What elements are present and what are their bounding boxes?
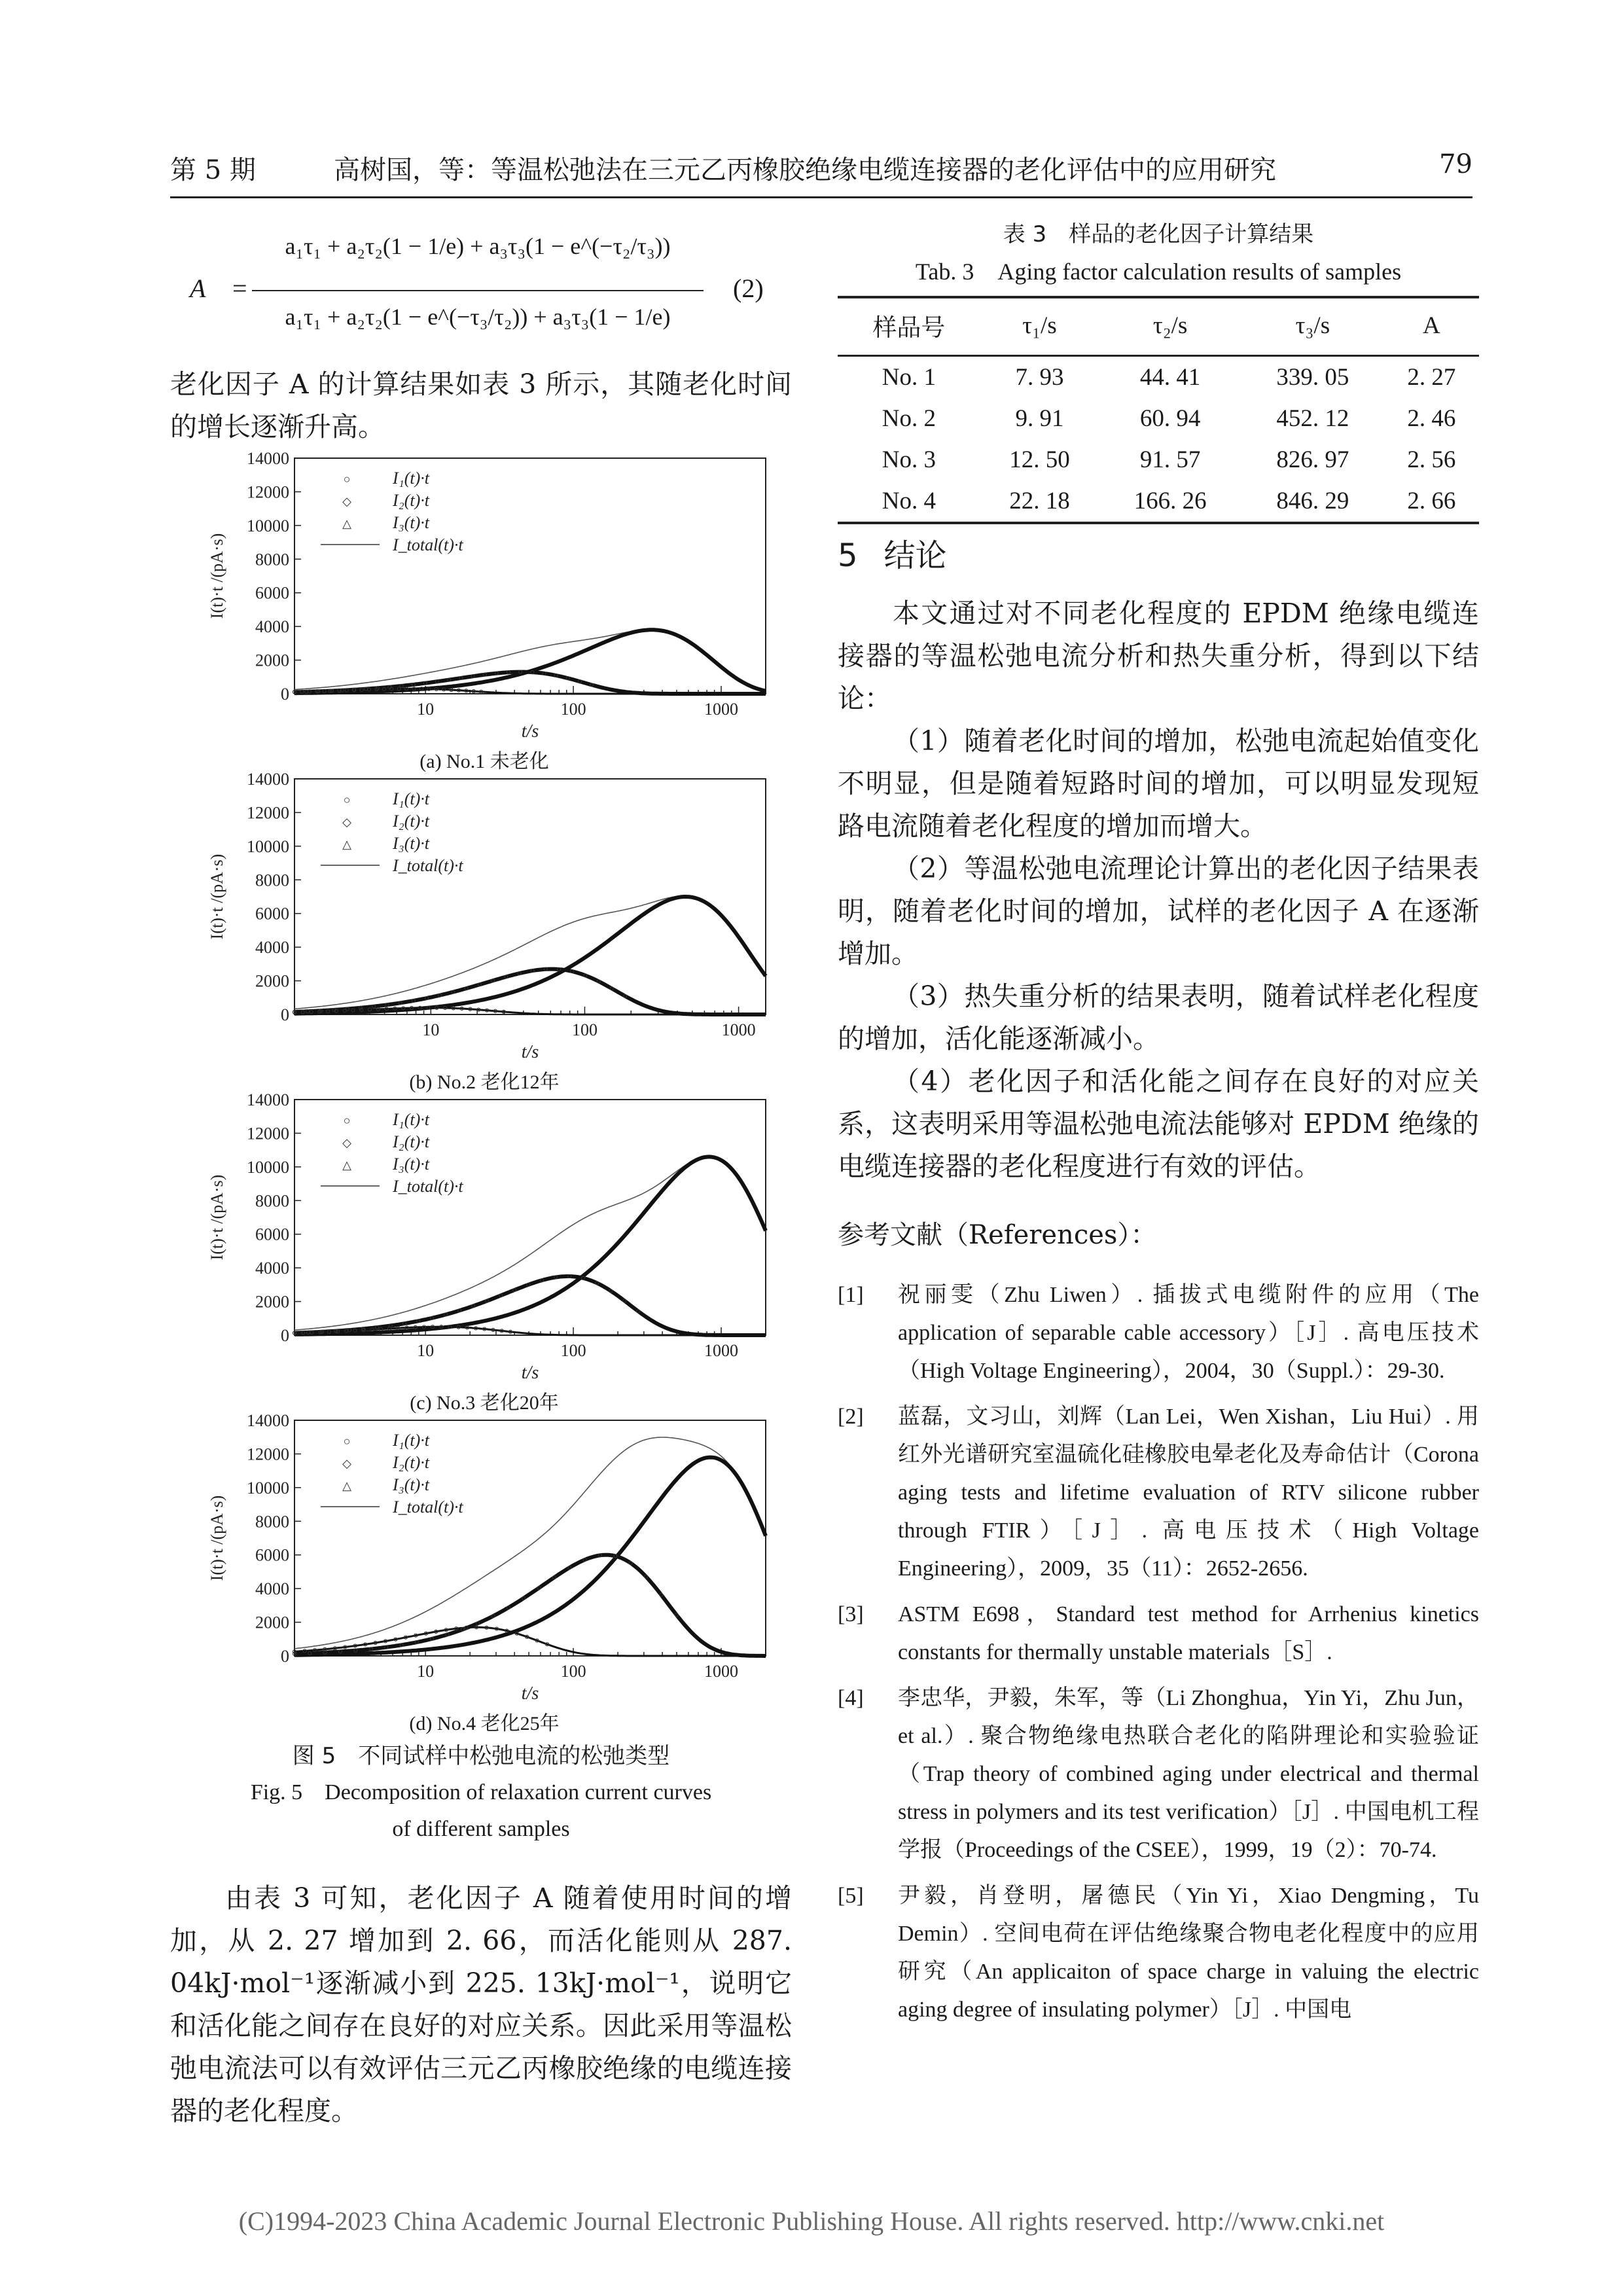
legend-label: I_total(t)·t [393, 1177, 463, 1196]
legend-label: I₂(t)·t [393, 1132, 429, 1151]
table-header-cell: 样品号 [838, 297, 980, 356]
table-cell: No. 4 [838, 480, 980, 523]
x-tick-label: 10 [422, 1020, 440, 1039]
y-tick-label: 2000 [255, 651, 289, 670]
y-tick-label: 8000 [255, 1191, 289, 1211]
x-tick-label: 10 [417, 1341, 435, 1360]
table-row [838, 356, 1479, 399]
table-cell: 7. 93 [1015, 364, 1064, 391]
legend-label: I₁(t)·t [393, 789, 429, 808]
legend-label: I_total(t)·t [393, 1498, 463, 1516]
legend-label: I₁(t)·t [393, 469, 429, 488]
y-tick-label: 8000 [255, 870, 289, 890]
conclusion-paragraph: （4）老化因子和活化能之间存在良好的对应关系，这表明采用等温松弛电流法能够对 EPDM 绝缘的电缆连接器的老化程度进行有效的评估。 [838, 1066, 1479, 1182]
reference-item: [1] 祝丽雯（Zhu Liwen）. 插拔式电缆附件的应用（The application of separable cable accessory）［J］. 高电压技术（High Voltage Engineering），2004，30（Suppl.）：29-30. [838, 1283, 1479, 1383]
table-3-title-en: Tab. 3 Aging factor calculation results of samples [915, 259, 1402, 285]
left-paragraph-bottom: 由表 3 可知，老化因子 A 随着使用时间的增加，从 2. 27 增加到 2. 66，而活化能则从 287. 04kJ·mol⁻¹逐渐减小到 225. 13kJ·mol⁻¹，说明它和活化能之间存在良好的对应关系。因此采用等温松弛电流法可以有效评估三元乙丙橡胶绝缘的电缆连接器的老化程度。 [170, 1882, 792, 2126]
y-tick-label: 2000 [255, 1613, 289, 1632]
equation-numerator: a₁τ₁ + a₂τ₂(1 − 1/e) + a₃τ₃(1 − e^(−τ₂/τ₃)) [285, 233, 671, 259]
left-paragraph-top: 老化因子 A 的计算结果如表 3 所示，其随老化时间的增长逐渐升高。 [170, 368, 792, 442]
chart-d-caption: (d) No.4 老化25年 [409, 1713, 560, 1734]
x-axis-label: t/s [521, 1363, 539, 1381]
component-curve [294, 969, 766, 1014]
table-row [838, 439, 1479, 480]
table-cell: 44. 41 [1139, 364, 1201, 391]
total-curve [294, 1157, 766, 1330]
y-tick-label: 6000 [255, 583, 289, 603]
table-cell: 339. 05 [1276, 364, 1349, 391]
y-tick-label: 6000 [255, 904, 289, 924]
legend-marker: ◇ [342, 1136, 351, 1149]
chart-d-svg [196, 1414, 772, 1702]
x-tick-label: 100 [560, 1662, 586, 1681]
legend-label: I₂(t)·t [393, 812, 429, 831]
x-tick-label: 1000 [704, 1341, 738, 1360]
component-curve [294, 1157, 766, 1334]
table-3-block [838, 216, 1479, 524]
figure-caption-en-1: Fig. 5 Decomposition of relaxation current curves [250, 1780, 712, 1804]
chart-b [196, 772, 772, 1093]
chart-c [196, 1093, 772, 1414]
y-tick-label: 14000 [247, 772, 289, 789]
table-cell: 166. 26 [1099, 480, 1241, 523]
table-cell: No. 3 [882, 446, 936, 473]
x-tick-label: 100 [571, 1020, 597, 1039]
y-tick-label: 2000 [255, 1292, 289, 1312]
table-row [838, 480, 1479, 523]
equation-2 [170, 219, 792, 357]
figure-caption-zh: 图 5 不同试样中松弛电流的松弛类型 [292, 1743, 670, 1769]
figure-5 [196, 452, 772, 1734]
chart-b-svg [196, 772, 772, 1060]
y-tick-label: 8000 [255, 1512, 289, 1532]
chart-b-caption: (b) No.2 老化12年 [409, 1071, 560, 1093]
y-tick-label: 10000 [247, 1157, 289, 1177]
legend-label: I₁(t)·t [393, 1431, 429, 1450]
total-curve [294, 1437, 766, 1649]
component-curve [294, 1458, 766, 1655]
y-axis-label: I(t)·t /(pA·s) [207, 533, 226, 619]
y-axis-label: I(t)·t /(pA·s) [207, 1174, 226, 1261]
chart-a-caption: (a) No.1 未老化 [419, 751, 549, 772]
section-number: 5 [838, 537, 858, 574]
x-axis-label: t/s [521, 1683, 539, 1702]
equation-denominator: a₁τ₁ + a₂τ₂(1 − e^(−τ₃/τ₂)) + a₃τ₃(1 − 1/e) [285, 304, 671, 330]
y-tick-label: 12000 [247, 1124, 289, 1143]
reference-item: [4] 李忠华，尹毅，朱军，等（Li Zhonghua，Yin Yi，Zhu Jun，et al.）. 聚合物绝缘电热联合老化的陷阱理论和实验验证（Trap theory of combined aging under electrical and thermal stress in polymers and its test verification）［J］. 中国电机工程学报（Proceedings of the CSEE），1999，19（2）：70-74. [838, 1686, 1479, 1862]
table-header-row [838, 297, 1479, 356]
plot-frame [294, 458, 766, 694]
y-tick-label: 10000 [247, 516, 289, 535]
equation-equals: = [232, 274, 247, 303]
legend-marker: ○ [343, 793, 351, 806]
table-header-cell: τ₁/s [980, 297, 1099, 356]
section-5-body [838, 592, 1479, 1188]
y-tick-label: 14000 [247, 1093, 289, 1109]
table-cell: 12. 50 [1009, 446, 1070, 473]
references-list [838, 1276, 1479, 2037]
table-header-cell: τ₃/s [1241, 297, 1384, 356]
table-header-cell: A [1384, 297, 1479, 356]
table-cell: 91. 57 [1139, 446, 1201, 473]
table-3-title-zh: 表 3 样品的老化因子计算结果 [1003, 221, 1314, 247]
issue-label: 第 5 期 [170, 155, 256, 185]
x-axis-label: t/s [521, 721, 539, 740]
table-cell: 22. 18 [980, 480, 1099, 523]
legend-label: I₂(t)·t [393, 491, 429, 510]
legend-label: I₃(t)·t [393, 834, 429, 853]
legend-marker: ○ [343, 1435, 351, 1448]
component-curve [294, 630, 766, 693]
y-tick-label: 0 [281, 1005, 289, 1024]
y-tick-label: 8000 [255, 550, 289, 569]
legend-marker: ◇ [342, 495, 351, 508]
y-tick-label: 4000 [255, 617, 289, 637]
x-tick-label: 1000 [704, 700, 738, 719]
running-title: 高树国，等：等温松弛法在三元乙丙橡胶绝缘电缆连接器的老化评估中的应用研究 [334, 155, 1276, 185]
legend-marker: ◇ [342, 816, 351, 829]
chart-d [196, 1414, 772, 1734]
page-number: 79 [1439, 149, 1472, 179]
y-tick-label: 4000 [255, 1259, 289, 1278]
y-tick-label: 0 [281, 1647, 289, 1666]
table-cell: 2. 66 [1384, 480, 1479, 523]
y-tick-label: 4000 [255, 1579, 289, 1599]
chart-a-svg [196, 452, 772, 740]
legend-marker: ○ [343, 1114, 351, 1127]
legend-marker: ◇ [342, 1457, 351, 1470]
y-tick-label: 14000 [247, 1414, 289, 1430]
running-header [170, 149, 1472, 188]
legend-label: I_total(t)·t [393, 856, 463, 875]
table-cell: 2. 46 [1407, 405, 1456, 432]
legend-label: I₃(t)·t [393, 513, 429, 532]
y-tick-label: 6000 [255, 1545, 289, 1565]
plot-frame [294, 1100, 766, 1335]
legend-label: I₃(t)·t [393, 1155, 429, 1174]
total-curve [294, 896, 766, 1009]
y-tick-label: 6000 [255, 1225, 289, 1244]
component-curve [294, 897, 766, 1014]
figure-caption [170, 1738, 792, 1848]
table-cell: 846. 29 [1241, 480, 1384, 523]
legend-label: I₃(t)·t [393, 1475, 429, 1494]
x-tick-label: 10 [417, 1662, 435, 1681]
conclusion-paragraph: （2）等温松弛电流理论计算出的老化因子结果表明，随着老化时间的增加，试样的老化因子 A 在逐渐增加。 [838, 853, 1479, 969]
y-tick-label: 10000 [247, 1478, 289, 1498]
reference-item: [5] 尹毅，肖登明，屠德民（Yin Yi，Xiao Dengming，Tu Demin）. 空间电荷在评估绝缘聚合物电老化程度中的应用研究（An applicaiton of space charge in valuing the electric aging degree of insulating polymer）［J］. 中国电 [838, 1884, 1479, 2022]
section-5-heading [838, 530, 1479, 575]
table-cell: 2. 56 [1407, 446, 1456, 473]
conclusion-paragraph: （1）随着老化时间的增加，松弛电流起始值变化不明显，但是随着短路时间的增加，可以明显发现短路电流随着老化程度的增加而增大。 [838, 725, 1479, 842]
total-curve [294, 630, 766, 691]
x-tick-label: 10 [417, 700, 435, 719]
table-row [838, 398, 1479, 439]
y-axis-label: I(t)·t /(pA·s) [207, 1495, 226, 1581]
conclusion-paragraph: 本文通过对不同老化程度的 EPDM 绝缘电缆连接器的等温松弛电流分析和热失重分析，得到以下结论： [838, 598, 1479, 714]
x-tick-label: 1000 [721, 1020, 756, 1039]
y-tick-label: 14000 [247, 452, 289, 468]
conclusion-paragraph: （3）热失重分析的结果表明，随着试样老化程度的增加，活化能逐渐减小。 [838, 980, 1479, 1054]
table-cell: 60. 94 [1139, 405, 1201, 432]
table-header-cell: τ₂/s [1099, 297, 1241, 356]
chart-a [196, 452, 772, 772]
section-title: 结论 [883, 537, 947, 574]
reference-item: [3] ASTM E698，Standard test method for Arrhenius kinetics constants for thermally unstable materials［S］. [838, 1602, 1479, 1664]
y-tick-label: 2000 [255, 971, 289, 991]
y-tick-label: 12000 [247, 1444, 289, 1464]
table-cell: No. 1 [882, 364, 936, 391]
legend-marker: △ [342, 1479, 351, 1492]
equation-number: (2) [733, 274, 764, 303]
y-tick-label: 0 [281, 1326, 289, 1345]
chart-c-caption: (c) No.3 老化20年 [410, 1392, 559, 1414]
legend-label: I_total(t)·t [393, 535, 463, 554]
reference-item: [2] 蓝磊，文习山，刘辉（Lan Lei，Wen Xishan，Liu Hui）. 用红外光谱研究室温硫化硅橡胶电晕老化及寿命估计（Corona aging tests and lifetime evaluation of RTV silicone rubber through FTIR）［J］. 高电压技术（High Voltage Engineering），2009，35（11）：2652-2656. [838, 1405, 1479, 1581]
plot-frame [294, 1420, 766, 1656]
equation-lhs: A [190, 274, 206, 303]
references-heading: 参考文献（References）： [838, 1220, 1157, 1250]
header-rule [170, 196, 1472, 198]
legend-marker: ○ [343, 473, 351, 486]
x-tick-label: 1000 [704, 1662, 738, 1681]
fraction-bar [252, 290, 704, 291]
legend-marker: △ [342, 838, 351, 851]
table-cell: 2. 27 [1407, 364, 1456, 391]
y-axis-label: I(t)·t /(pA·s) [207, 853, 226, 940]
y-tick-label: 0 [281, 685, 289, 704]
y-tick-label: 10000 [247, 836, 289, 856]
chart-c-svg [196, 1093, 772, 1381]
table-cell: 826. 97 [1276, 446, 1349, 473]
table-3 [838, 296, 1479, 524]
x-tick-label: 100 [560, 1341, 586, 1360]
table-cell: 452. 12 [1276, 405, 1349, 432]
table-cell: No. 2 [882, 405, 936, 432]
y-tick-label: 12000 [247, 803, 289, 823]
figure-caption-en-2: of different samples [392, 1817, 570, 1841]
legend-marker: △ [342, 517, 351, 530]
component-curve [294, 1555, 766, 1656]
legend-label: I₁(t)·t [393, 1110, 429, 1129]
legend-label: I₂(t)·t [393, 1453, 429, 1472]
copyright-footer: (C)1994-2023 China Academic Journal Electronic Publishing House. All rights reserved. http://www.cnki.net [238, 2206, 1385, 2236]
y-tick-label: 12000 [247, 482, 289, 502]
x-tick-label: 100 [560, 700, 586, 719]
y-tick-label: 4000 [255, 938, 289, 958]
x-axis-label: t/s [521, 1042, 539, 1060]
table-cell: 9. 91 [1015, 405, 1064, 432]
legend-marker: △ [342, 1158, 351, 1172]
